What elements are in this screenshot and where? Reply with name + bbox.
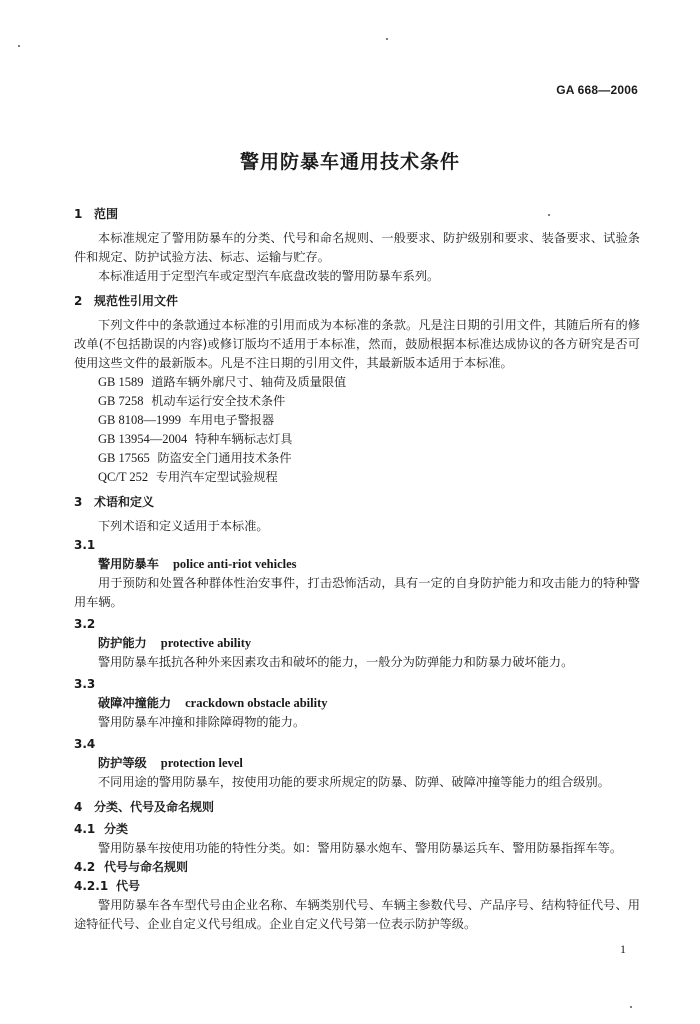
subsection-4-2-1-heading (74, 877, 640, 896)
term-heading (98, 634, 640, 653)
section-number: 2 (74, 294, 83, 308)
subsection-number: 4.2.1 (74, 879, 109, 893)
term-heading (98, 555, 640, 574)
term-definition: 警用防暴车冲撞和排除障碍物的能力。 (98, 715, 306, 729)
subsection-4-2-heading (74, 858, 640, 877)
term-zh: 防护能力 (98, 636, 147, 650)
reference-item (98, 449, 640, 468)
section-3-heading (74, 493, 640, 512)
term-en: protection level (160, 756, 243, 770)
section-2-heading (74, 292, 640, 311)
page-number: 1 (620, 942, 626, 956)
term-definition: 用于预防和处置各种群体性治安事件，打击恐怖活动，具有一定的自身防护能力和攻击能力的特种警用车辆。 (74, 576, 640, 609)
reference-code: GB 7258 (98, 394, 144, 408)
reference-title: 防盗安全门通用技术条件 (157, 451, 292, 465)
section-number: 4 (74, 800, 83, 814)
subsection-4-1-text: 警用防暴车按使用功能的特性分类。如：警用防暴水炮车、警用防暴运兵车、警用防暴指挥车等。 (98, 841, 623, 855)
term-zh: 防护等级 (98, 756, 147, 770)
subsection-title: 代号与命名规则 (104, 860, 189, 874)
reference-item (98, 468, 640, 487)
scan-speck (18, 45, 20, 47)
subsection-number: 4.2 (74, 860, 96, 874)
term-en: crackdown obstacle ability (185, 696, 328, 710)
section-title: 范围 (94, 207, 119, 221)
section-2-intro: 下列文件中的条款通过本标准的引用而成为本标准的条款。凡是注日期的引用文件，其随后所有的修改单(不包括勘误的内容)或修订版均不适用于本标准，然而，鼓励根据本标准达成协议的各方研究是否可使用这些文件的最新版本。凡是不注日期的引用文件，其最新版本适用于本标准。 (74, 318, 640, 370)
term-definition: 警用防暴车抵抗各种外来因素攻击和破坏的能力，一般分为防弹能力和防暴力破坏能力。 (98, 655, 574, 669)
section-number: 1 (74, 207, 83, 221)
reference-item (98, 373, 640, 392)
term-definition: 不同用途的警用防暴车，按使用功能的要求所规定的防暴、防弹、破障冲撞等能力的组合级别。 (98, 775, 610, 789)
reference-list (74, 373, 640, 487)
reference-code: GB 1589 (98, 375, 144, 389)
reference-item (98, 392, 640, 411)
section-title: 规范性引用文件 (94, 294, 179, 308)
scan-speck (630, 1006, 632, 1008)
term-en: police anti-riot vehicles (172, 557, 297, 571)
term-number: 3.1 (74, 538, 96, 552)
reference-code: GB 13954—2004 (98, 432, 188, 446)
section-1-heading (74, 205, 640, 224)
section-4-heading (74, 798, 640, 817)
term-number: 3.4 (74, 737, 96, 751)
term-number: 3.2 (74, 617, 96, 631)
reference-title: 机动车运行安全技术条件 (151, 394, 286, 408)
reference-item (98, 430, 640, 449)
section-1-paragraph-2: 本标准适用于定型汽车或定型汽车底盘改装的警用防暴车系列。 (98, 269, 440, 283)
reference-code: QC/T 252 (98, 470, 149, 484)
scan-speck (548, 214, 550, 216)
term-zh: 警用防暴车 (98, 557, 159, 571)
term-en: protective ability (160, 636, 252, 650)
reference-title: 车用电子警报器 (188, 413, 275, 427)
term-heading (98, 754, 640, 773)
subsection-number: 4.1 (74, 822, 96, 836)
reference-code: GB 8108—1999 (98, 413, 181, 427)
subsection-4-2-1-text: 警用防暴车各车型代号由企业名称、车辆类别代号、车辆主参数代号、产品序号、结构特征代号、用途特征代号、企业自定义代号组成。企业自定义代号第一位表示防护等级。 (74, 898, 640, 931)
document-body (74, 205, 640, 934)
section-number: 3 (74, 495, 83, 509)
subsection-4-1-heading (74, 820, 640, 839)
term-number: 3.3 (74, 677, 96, 691)
reference-title: 专用汽车定型试验规程 (155, 470, 278, 484)
section-1-paragraph-1: 本标准规定了警用防暴车的分类、代号和命名规则、一般要求、防护级别和要求、装备要求、试验条件和规定、防护试验方法、标志、运输与贮存。 (74, 231, 640, 264)
reference-code: GB 17565 (98, 451, 150, 465)
term-heading (98, 694, 640, 713)
scan-speck (386, 38, 388, 40)
subsection-title: 代号 (116, 879, 141, 893)
section-title: 分类、代号及命名规则 (94, 800, 215, 814)
reference-title: 道路车辆外廓尺寸、轴荷及质量限值 (151, 375, 347, 389)
reference-item (98, 411, 640, 430)
standard-number: GA 668—2006 (556, 83, 638, 97)
document-title: 警用防暴车通用技术条件 (239, 151, 460, 173)
reference-title: 特种车辆标志灯具 (195, 432, 293, 446)
section-3-intro: 下列术语和定义适用于本标准。 (98, 519, 269, 533)
section-title: 术语和定义 (94, 495, 155, 509)
term-zh: 破障冲撞能力 (98, 696, 172, 710)
subsection-title: 分类 (104, 822, 129, 836)
